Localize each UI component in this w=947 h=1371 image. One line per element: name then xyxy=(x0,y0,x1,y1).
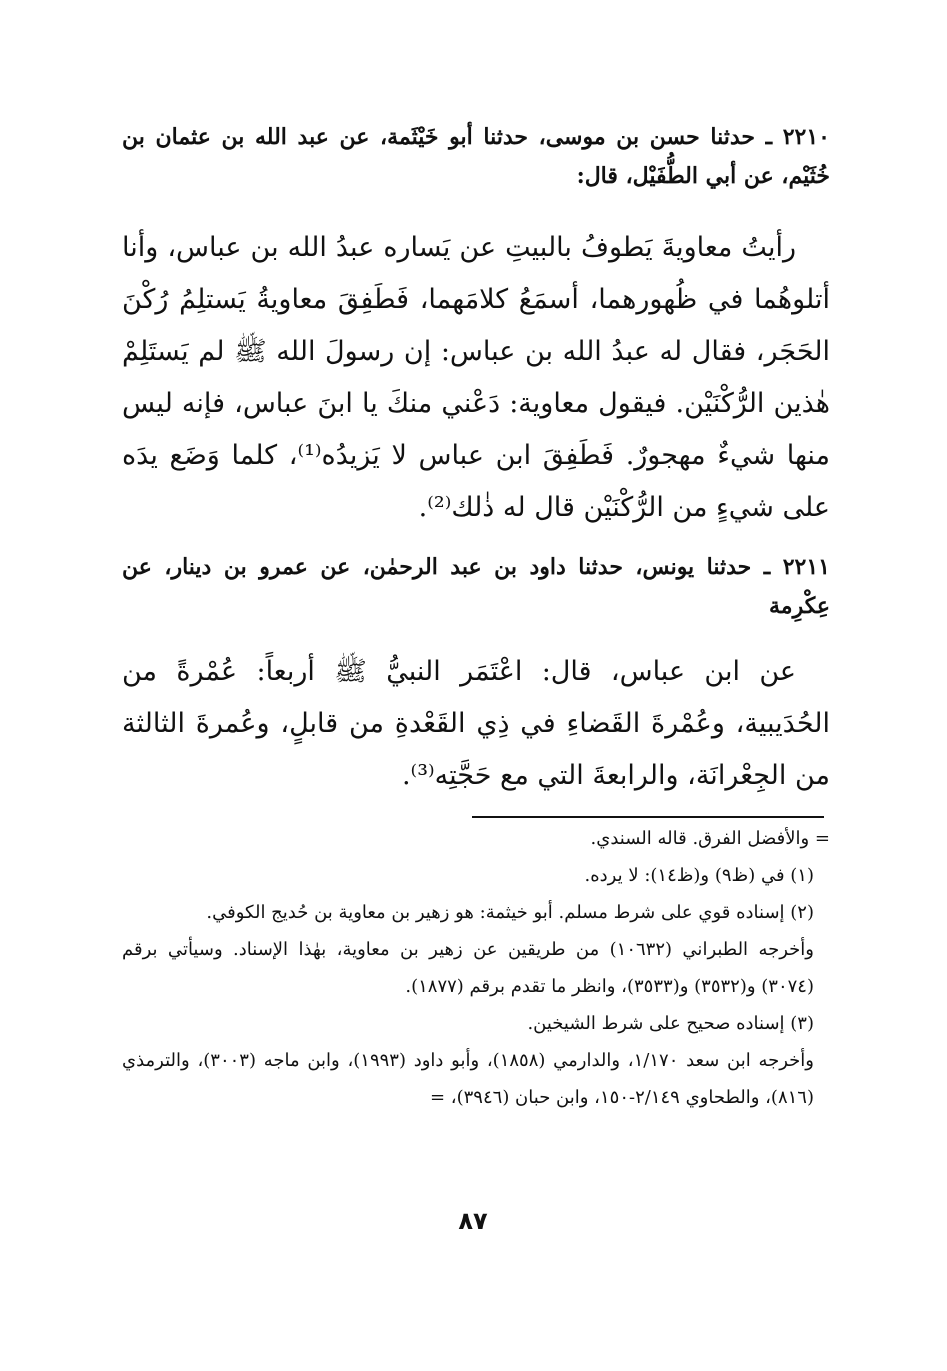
footnote-1: (١) في (ظ٩) و(ظ١٤): لا يرده. xyxy=(584,865,814,886)
hadith-2210-isnad: ٢٢١٠ ـ حدثنا حسن بن موسى، حدثنا أبو خَيْثَمة، عن عبد الله بن عثمان بن خُثَيْم، عن أبي الطُّفَيْل، قال: xyxy=(122,124,830,189)
footnote-2-takhrij: وأخرجه الطبراني (١٠٦٣٢) من طريقين عن زهير بن معاوية، بهٰذا الإسناد. وسيأتي برقم (٣٠٧٤) و(٣٥٣٢) و(٣٥٣٣)، وانظر ما تقدم برقم (١٨٧٧). xyxy=(122,939,815,997)
hadith-2210-text: رأيتُ معاويةَ يَطوفُ بالبيتِ عن يَساره عبدُ الله بن عباس، وأنا أتلوهُما في ظُهورهما، أسمَعُ كلامَهما، فَطَفِقَ معاويةُ يَستلِمُ رُكْنَ الحَجَر، فقال له عبدُ الله بن عباس: إن رسولَ الله ﷺ لم يَستَلِمْ هٰذين الرُّكْنَيْن. فيقول معاوية: دَعْني منكَ يا ابنَ عباس، فإنه ليس منها شيءٌ مهجورٌ. فَطَفِقَ ابن عباس لا يَزيدُه⁽¹⁾، كلما وَضَع يدَه على شيءٍ من الرُّكْنَيْن قال له ذٰلك⁽²⁾. xyxy=(122,232,830,523)
footnote-2: (٢) إسناده قوي على شرط مسلم. أبو خيثمة: هو زهير بن معاوية بن حُديج الكوفي. xyxy=(206,902,814,923)
footnote-3: (٣) إسناده صحيح على شرط الشيخين. xyxy=(527,1013,814,1034)
footnote-3-takhrij: وأخرجه ابن سعد ١/١٧٠، والدارمي (١٨٥٨)، وأبو داود (١٩٩٣)، وابن ماجه (٣٠٠٣)، والترمذي (٨١٦)، والطحاوي ٢/١٤٩-١٥٠، وابن حبان (٣٩٤٦)، = xyxy=(122,1050,814,1108)
hadith-2211-isnad: ٢٢١١ ـ حدثنا يونس، حدثنا داود بن عبد الرحمٰن، عن عمرو بن دينار، عن عِكْرِمة xyxy=(122,554,830,619)
page-number: ٨٧ xyxy=(458,1207,488,1235)
footnote-continuation: = والأفضل الفرق. قاله السندي. xyxy=(590,828,830,849)
footnotes-section xyxy=(122,820,830,1116)
footnote-divider xyxy=(472,816,824,818)
hadith-2211-text: عن ابن عباس، قال: اعْتَمَر النبيُّ ﷺ أربعاً: عُمْرةً من الحُدَيبية، وعُمْرةَ القَضاءِ في ذِي القَعْدةِ من قابلٍ، وعُمرةَ الثالثة من الجِعْرانَة، والرابعةَ التي مع حَجَّتِه⁽³⁾. xyxy=(122,656,830,791)
